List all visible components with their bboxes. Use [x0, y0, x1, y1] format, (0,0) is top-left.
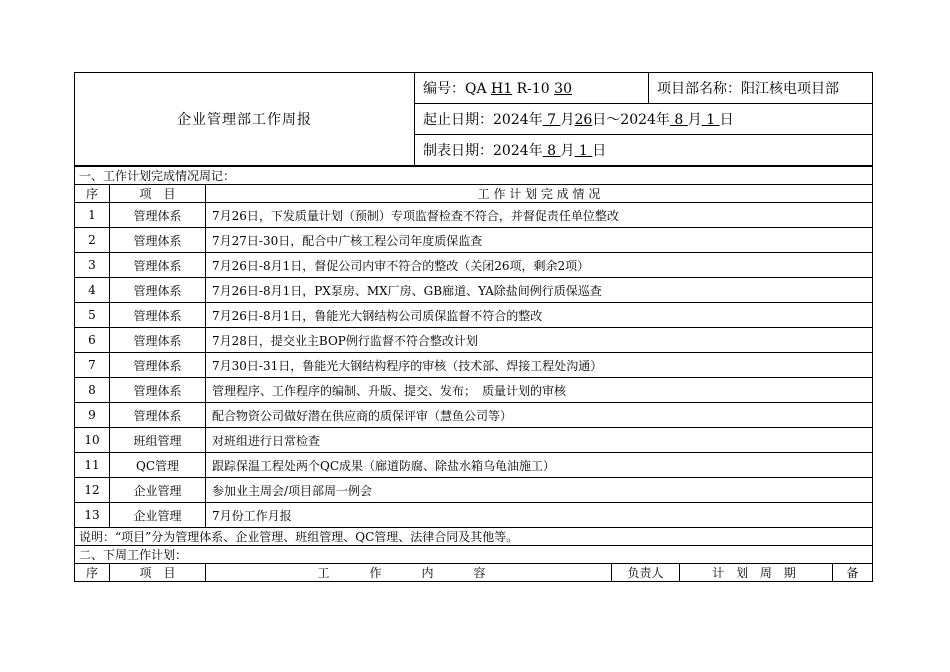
table-row: [75, 503, 873, 528]
row-item: 管理体系: [110, 303, 206, 328]
weekly-report-document: [74, 72, 872, 582]
row-item: 企业管理: [110, 503, 206, 528]
row-number: 5: [75, 303, 110, 328]
col-remark-header: 备: [833, 564, 873, 582]
row-content: 对班组进行日常检查: [206, 428, 873, 453]
report-code: 编号：QA H1 R-10 30: [415, 73, 649, 104]
col-content-header: 工 作 计 划 完 成 情 况: [206, 185, 873, 203]
row-content: 管理程序、工作程序的编制、升版、提交、发布； 质量计划的审核: [206, 378, 873, 403]
row-content: 7月26日-8月1日，督促公司内审不符合的整改（关闭26项，剩余2项）: [206, 253, 873, 278]
col-owner-header: 负责人: [612, 564, 680, 582]
col-item-header: 项 目: [110, 564, 206, 582]
table-row: [75, 203, 873, 228]
row-content: 7月28日，提交业主BOP例行监督不符合整改计划: [206, 328, 873, 353]
row-content: 7月26日，下发质量计划（预制）专项监督检查不符合，并督促责任单位整改: [206, 203, 873, 228]
col-period-header: 计 划 周 期: [680, 564, 833, 582]
row-item: 管理体系: [110, 378, 206, 403]
row-content: 跟踪保温工程处两个QC成果（廊道防腐、除盐水箱乌龟油施工）: [206, 453, 873, 478]
section1-note-row: [75, 528, 873, 546]
table-row: [75, 378, 873, 403]
col-no-header: 序: [75, 564, 110, 582]
row-item: 管理体系: [110, 253, 206, 278]
table-row: [75, 428, 873, 453]
report-body-table: [74, 166, 873, 582]
section1-column-header: [75, 185, 873, 203]
col-item-header: 项 目: [110, 185, 206, 203]
row-number: 8: [75, 378, 110, 403]
row-number: 11: [75, 453, 110, 478]
table-row: [75, 328, 873, 353]
col-no-header: 序: [75, 185, 110, 203]
row-number: 6: [75, 328, 110, 353]
report-header: [74, 72, 873, 166]
section2-title: 二、下周工作计划：: [75, 546, 873, 564]
row-number: 12: [75, 478, 110, 503]
row-number: 9: [75, 403, 110, 428]
report-period: 起止日期：2024年 7 月26日～2024年 8 月 1 日: [415, 104, 873, 135]
section1-title-row: [75, 167, 873, 185]
section1-title: 一、工作计划完成情况周记：: [75, 167, 873, 185]
section2-title-row: [75, 546, 873, 564]
row-number: 2: [75, 228, 110, 253]
row-number: 10: [75, 428, 110, 453]
section2-column-header: [75, 564, 873, 582]
table-row: [75, 278, 873, 303]
row-number: 7: [75, 353, 110, 378]
row-content: 7月27日-30日，配合中广核工程公司年度质保监查: [206, 228, 873, 253]
row-item: 管理体系: [110, 353, 206, 378]
table-row: [75, 228, 873, 253]
table-row: [75, 253, 873, 278]
col-content-header: 工 作 内 容: [206, 564, 612, 582]
row-number: 3: [75, 253, 110, 278]
row-item: 企业管理: [110, 478, 206, 503]
row-number: 1: [75, 203, 110, 228]
row-content: 配合物资公司做好潜在供应商的质保评审（慧鱼公司等）: [206, 403, 873, 428]
row-number: 4: [75, 278, 110, 303]
row-content: 7月30日-31日，鲁能光大钢结构程序的审核（技术部、焊接工程处沟通）: [206, 353, 873, 378]
row-item: 管理体系: [110, 228, 206, 253]
table-row: [75, 303, 873, 328]
report-made-date: 制表日期：2024年 8 月 1 日: [415, 135, 873, 166]
table-row: [75, 353, 873, 378]
project-dept-name: 项目部名称：阳江核电项目部: [649, 73, 873, 104]
table-row: [75, 478, 873, 503]
row-number: 13: [75, 503, 110, 528]
table-row: [75, 453, 873, 478]
row-item: 管理体系: [110, 203, 206, 228]
row-item: 班组管理: [110, 428, 206, 453]
row-content: 参加业主周会/项目部周一例会: [206, 478, 873, 503]
section1-note: 说明：“项目”分为管理体系、企业管理、班组管理、QC管理、法律合同及其他等。: [75, 528, 873, 546]
table-row: [75, 403, 873, 428]
row-item: QC管理: [110, 453, 206, 478]
row-content: 7月26日-8月1日，鲁能光大钢结构公司质保监督不符合的整改: [206, 303, 873, 328]
row-item: 管理体系: [110, 278, 206, 303]
row-content: 7月26日-8月1日，PX泵房、MX厂房、GB廊道、YA除盐间例行质保巡查: [206, 278, 873, 303]
row-item: 管理体系: [110, 328, 206, 353]
row-content: 7月份工作月报: [206, 503, 873, 528]
report-title: 企业管理部工作周报: [75, 73, 415, 166]
row-item: 管理体系: [110, 403, 206, 428]
